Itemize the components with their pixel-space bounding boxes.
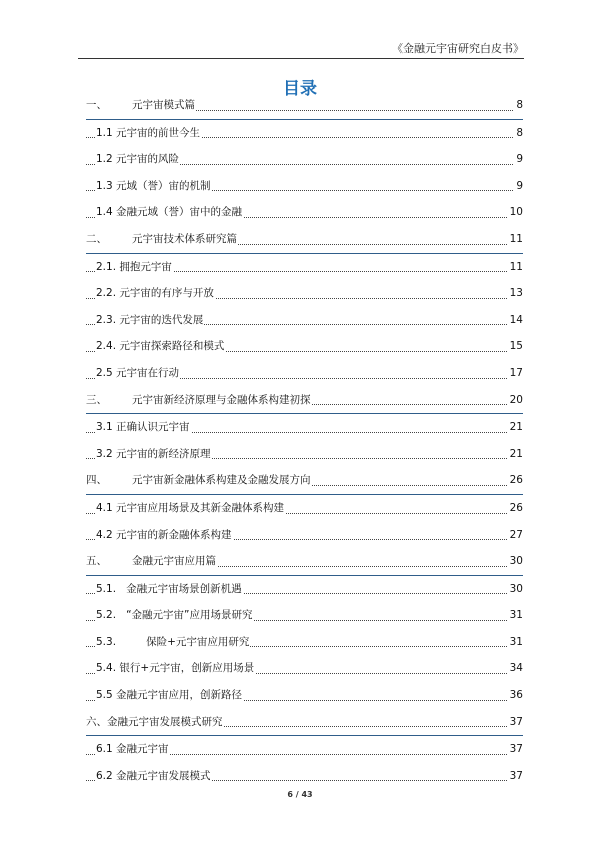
toc-entry[interactable] — [86, 280, 523, 307]
toc-entry-label — [96, 576, 243, 603]
toc-entry[interactable] — [86, 467, 523, 495]
toc-entry-number: 1.1 — [96, 126, 113, 139]
toc-entry-page: 26 — [508, 495, 523, 522]
toc-entry[interactable] — [86, 146, 523, 173]
toc-entry[interactable] — [86, 120, 523, 147]
toc-entry[interactable] — [86, 522, 523, 549]
toc-entry-page: 26 — [508, 467, 523, 494]
toc-entry[interactable] — [86, 576, 523, 603]
table-of-contents — [86, 92, 523, 789]
toc-entry-title: 保险+元宇宙应用研究 — [119, 635, 250, 648]
toc-entry-number: 5.5 — [96, 689, 113, 702]
toc-entry-number: 二、 — [86, 232, 107, 245]
toc-entry-number: 6.1 — [96, 743, 113, 756]
toc-entry-title: 银行+元宇宙，创新应用场景 — [119, 662, 255, 675]
toc-entry[interactable] — [86, 333, 523, 360]
toc-entry-title: 元宇宙模式篇 — [132, 99, 195, 111]
toc-entry-title: 拥抱元宇宙 — [119, 260, 172, 273]
toc-entry-title: 元宇宙的迭代发展 — [119, 313, 204, 326]
toc-entry-page: 31 — [508, 629, 523, 656]
toc-entry-label — [96, 414, 191, 441]
toc-entry-page: 15 — [508, 333, 523, 360]
toc-entry-label — [86, 387, 312, 414]
toc-entry-number: 1.3 — [96, 179, 113, 192]
toc-entry-title: 元宇宙探索路径和模式 — [119, 340, 225, 353]
toc-entry-page: 37 — [508, 709, 523, 736]
toc-entry[interactable] — [86, 387, 523, 415]
toc-entry-page: 9 — [514, 146, 523, 173]
toc-entry-number: 2.3. — [96, 313, 117, 326]
toc-entry-title: 金融元域（誉）宙中的金融 — [116, 206, 243, 219]
toc-entry-page: 8 — [514, 92, 523, 119]
toc-entry-title: 金融元宇宙应用篇 — [132, 555, 216, 568]
toc-entry-label — [96, 602, 253, 629]
toc-entry-page: 10 — [508, 199, 523, 226]
toc-entry-number: 2.1. — [96, 260, 117, 273]
toc-entry-title: 元宇宙技术体系研究篇 — [132, 232, 237, 245]
toc-entry-number: 2.4. — [96, 340, 117, 353]
toc-entry-page: 13 — [508, 280, 523, 307]
toc-entry-title: “金融元宇宙”应用场景研究 — [119, 609, 253, 622]
toc-entry-number: 四、 — [86, 474, 107, 487]
toc-entry-title: 元宇宙的前世今生 — [116, 126, 201, 139]
toc-entry-title: 元宇宙新经济原理与金融体系构建初探 — [132, 393, 311, 406]
toc-entry-label — [86, 226, 238, 253]
toc-entry-label — [96, 146, 180, 173]
toc-entry-label — [86, 467, 312, 494]
toc-entry-title: 金融元宇宙场景创新机遇 — [119, 582, 242, 595]
toc-entry-page: 14 — [508, 307, 523, 334]
toc-entry[interactable] — [86, 548, 523, 576]
toc-entry-number: 一、 — [86, 99, 107, 111]
toc-entry-title: 元域（誉）宙的机制 — [116, 179, 211, 192]
page-number: 6 / 43 — [287, 790, 313, 799]
toc-entry-page: 36 — [508, 682, 523, 709]
toc-entry-label — [86, 709, 224, 736]
toc-entry-label — [96, 333, 225, 360]
toc-entry-label — [96, 495, 285, 522]
toc-entry-number: 2.2. — [96, 287, 117, 300]
toc-entry-number: 1.2 — [96, 153, 113, 166]
toc-entry-number: 6.2 — [96, 769, 113, 782]
toc-entry[interactable] — [86, 414, 523, 441]
toc-entry-number: 5.3. — [96, 635, 117, 648]
toc-entry[interactable] — [86, 199, 523, 226]
toc-entry-page: 27 — [508, 522, 523, 549]
toc-entry-label — [96, 522, 233, 549]
toc-entry-page: 17 — [508, 360, 523, 387]
toc-entry-number: 三、 — [86, 393, 107, 406]
toc-entry[interactable] — [86, 682, 523, 709]
toc-entry[interactable] — [86, 254, 523, 281]
toc-entry[interactable] — [86, 173, 523, 200]
toc-entry-page: 30 — [508, 548, 523, 575]
toc-entry-label — [96, 736, 170, 763]
toc-entry-page: 21 — [508, 414, 523, 441]
toc-entry-title: 元宇宙应用场景及其新金融体系构建 — [116, 501, 285, 514]
toc-entry-page: 11 — [508, 226, 523, 253]
toc-entry[interactable] — [86, 226, 523, 254]
toc-entry-number: 5.4. — [96, 662, 117, 675]
toc-entry-number: 2.5 — [96, 366, 113, 379]
toc-entry-page: 8 — [514, 120, 523, 147]
toc-entry-page: 34 — [508, 655, 523, 682]
toc-entry-number: 六、 — [86, 715, 107, 728]
toc-entry-label — [96, 763, 212, 790]
toc-entry-label — [96, 120, 201, 147]
toc-entry-page: 30 — [508, 576, 523, 603]
toc-entry[interactable] — [86, 709, 523, 737]
toc-entry-page: 21 — [508, 441, 523, 468]
toc-entry-page: 9 — [514, 173, 523, 200]
toc-entry-label — [96, 441, 212, 468]
toc-entry-title: 正确认识元宇宙 — [116, 421, 190, 434]
toc-entry-page: 37 — [508, 736, 523, 763]
toc-entry-page: 37 — [508, 763, 523, 790]
toc-entry-label — [96, 307, 204, 334]
toc-entry[interactable] — [86, 307, 523, 334]
toc-entry-title: 金融元宇宙应用，创新路径 — [116, 689, 243, 702]
toc-entry-page: 31 — [508, 602, 523, 629]
toc-entry[interactable] — [86, 629, 523, 656]
toc-entry-title: 金融元宇宙发展模式研究 — [107, 715, 223, 728]
toc-entry-label — [86, 92, 196, 119]
toc-entry-label — [96, 199, 243, 226]
toc-entry-label — [96, 173, 212, 200]
toc-entry[interactable] — [86, 441, 523, 468]
toc-entry-number: 1.4 — [96, 206, 113, 219]
header-divider — [78, 58, 524, 59]
toc-entry-number: 3.2 — [96, 447, 113, 460]
toc-entry[interactable] — [86, 736, 523, 763]
toc-entry-title: 元宇宙的有序与开放 — [119, 287, 214, 300]
toc-entry[interactable] — [86, 360, 523, 387]
toc-entry-number: 5.2. — [96, 609, 117, 622]
toc-entry-number: 4.1 — [96, 501, 113, 514]
toc-entry-title: 元宇宙在行动 — [116, 366, 180, 379]
toc-heading: 目录 — [283, 79, 317, 99]
toc-entry-label — [96, 254, 173, 281]
toc-entry-title: 元宇宙的风险 — [116, 153, 180, 166]
document-header-title: 《金融元宇宙研究白皮书》 — [392, 42, 524, 55]
toc-entry-label — [96, 280, 215, 307]
toc-entry[interactable] — [86, 655, 523, 682]
toc-entry-number: 5.1. — [96, 582, 117, 595]
toc-entry[interactable] — [86, 92, 523, 120]
toc-entry-number: 4.2 — [96, 528, 113, 541]
toc-entry-label — [96, 360, 180, 387]
toc-entry-title: 元宇宙新金融体系构建及金融发展方向 — [132, 474, 311, 487]
toc-entry-title: 元宇宙的新经济原理 — [116, 447, 211, 460]
toc-entry-title: 金融元宇宙发展模式 — [116, 769, 211, 782]
toc-entry[interactable] — [86, 763, 523, 790]
toc-entry-label — [96, 629, 250, 656]
toc-entry[interactable] — [86, 602, 523, 629]
toc-entry-label — [96, 682, 243, 709]
toc-entry-number: 3.1 — [96, 421, 113, 434]
toc-entry-page: 11 — [508, 254, 523, 281]
toc-entry-label — [96, 655, 255, 682]
toc-entry-label — [86, 548, 217, 575]
toc-entry-page: 20 — [508, 387, 523, 414]
toc-entry-number: 五、 — [86, 555, 107, 568]
toc-entry-title: 元宇宙的新金融体系构建 — [116, 528, 232, 541]
toc-entry[interactable] — [86, 495, 523, 522]
toc-entry-title: 金融元宇宙 — [116, 743, 169, 756]
